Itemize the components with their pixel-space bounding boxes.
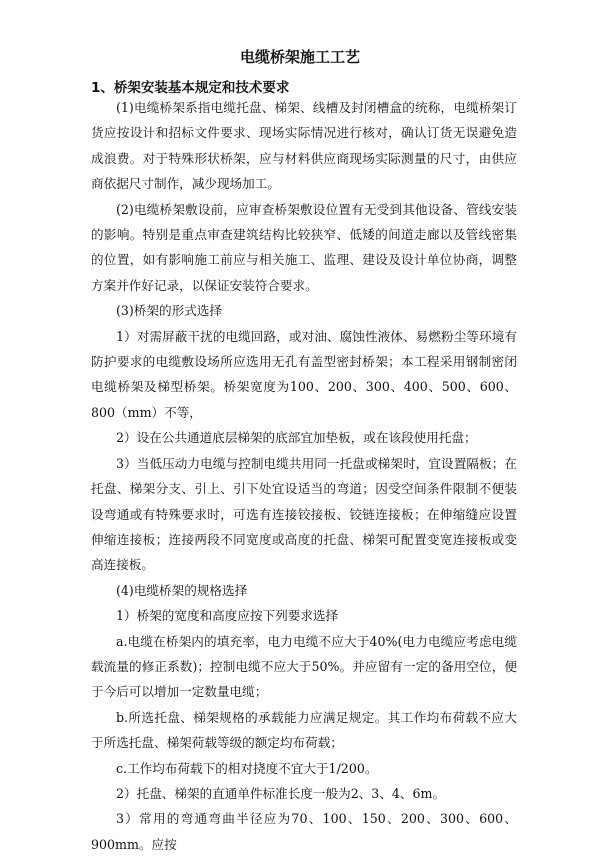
paragraph: (3)桥架的形式选择 <box>116 303 222 319</box>
paragraph: b.所选托盘、梯架规格的承载能力应满足规定。其工作均布荷载不应大于所选托盘、梯架荷载等级的额定均布荷载； <box>91 709 517 751</box>
paragraph: c.工作均布荷载下的相对挠度不宜大于1/200。 <box>116 760 378 776</box>
section-heading: 1、桥架安装基本规定和技术要求 <box>91 80 290 96</box>
document-body <box>91 95 517 857</box>
paragraph: (2)电缆桥架敷设前，应审查桥架敷设位置有无受到其他设备、管线安装的影响。特别是重点审查建筑结构比较狭窄、低矮的间道走廊以及管线密集的位置，如有影响施工前应与相关施工、监理、建设及设计单位协商，调整方案并作好记录，以保证安装符合要求。 <box>91 201 517 293</box>
paragraph: a.电缆在桥架内的填充率，电力电缆不应大于40%(电力电缆应考虑电缆载流量的修正系数)；控制电缆不应大于50%。并应留有一定的备用空位，便于今后可以增加一定数量电缆； <box>91 633 517 700</box>
paragraph: 2）托盘、梯架的直通单件标准长度一般为2、3、4、6m。 <box>116 785 446 801</box>
paragraph: (4)电缆桥架的规格选择 <box>116 582 248 598</box>
paragraph: 3）当低压动力电缆与控制电缆共用同一托盘或梯架时，宜设置隔板；在托盘、梯架分支、引上、引下处宜设适当的弯道；因受空间条件限制不便装设弯通或有特殊要求时，可选有连接铰接板、铰链连接板；在伸缩缝应设置伸缩连接板；连接两段不同宽度或高度的托盘、梯架可配置变宽连接板或变高连接板。 <box>91 455 517 573</box>
paragraph: (1)电缆桥架系指电缆托盘、梯架、线槽及封闭槽盒的统称，电缆桥架订货应按设计和招标文件要求、现场实际情况进行核对，确认订货无误避免造成浪费。对于特殊形状桥架，应与材料供应商现场实际测量的尺寸，由供应商依据尺寸制作，减少现场加工。 <box>91 100 517 192</box>
paragraph: 2）设在公共通道底层梯架的底部宜加垫板，或在该段使用托盘； <box>116 430 477 446</box>
paragraph: 3）常用的弯通弯曲半径应为70、100、150、200、300、600、900mm。应按 <box>91 811 517 852</box>
paragraph: 1）桥架的宽度和高度应按下列要求选择 <box>116 608 339 624</box>
document-title: 电缆桥架施工工艺 <box>239 48 360 66</box>
paragraph: 1）对需屏蔽干扰的电缆回路，或对油、腐蚀性液体、易燃粉尘等环境有防护要求的电缆敷设场所应选用无孔有盖型密封桥架；本工程采用钢制密闭电缆桥架及梯型桥架。桥架宽度为100、200、300、400、500、600、800（mm）不等， <box>91 328 517 420</box>
